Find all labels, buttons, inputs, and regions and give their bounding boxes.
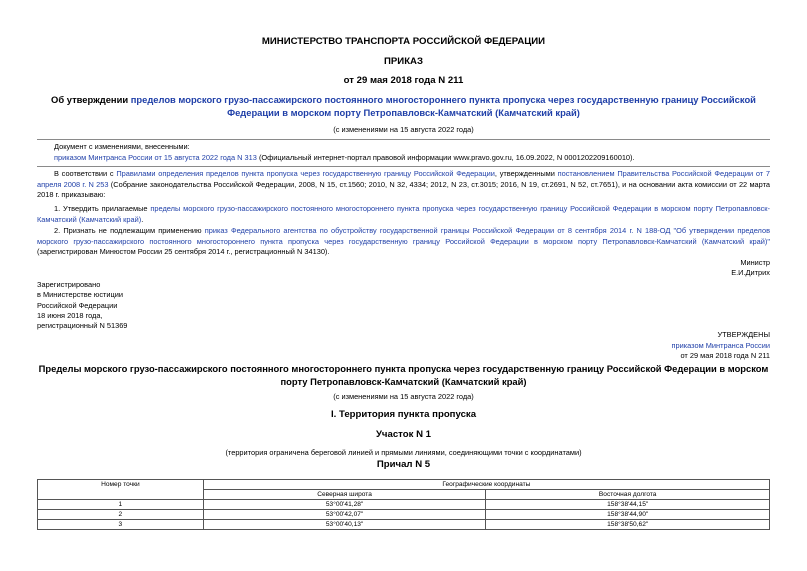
table-header-row [38,480,770,490]
signature-name: Е.И.Дитрих [731,268,770,277]
section-heading: I. Территория пункта пропуска [330,409,477,420]
header-point-number: Номер точки [38,480,204,500]
cell-point: 3 [38,520,204,530]
preamble-text-b: , утвержденными [494,169,558,178]
cell-longitude: 158°38'50,62" [486,520,770,530]
doc-type-heading: ПРИКАЗ [384,56,423,67]
cell-latitude: 53°00'41,28" [203,500,486,510]
table-row [38,500,770,510]
registration-line: регистрационный N 51369 [37,321,128,331]
paragraph-item-2 [37,226,770,258]
cell-latitude: 53°00'42,07" [203,510,486,520]
header-geo-coordinates: Географические координаты [203,480,769,490]
coordinates-table [37,479,770,530]
appendix-title: Пределы морского грузо-пассажирского постоянного многостороннего пункта пропуска через государственную границу Российской Федерации в морском порту Петропавловск-Камчатский (Камчатский край) [38,363,769,387]
plot-note: (территория ограничена береговой линией и прямыми линиями, соединяющими точки с координатами) [225,448,582,457]
cell-point: 2 [38,510,204,520]
item-2-text: 2. Признать не подлежащим применению [54,226,205,235]
registration-line: в Министерстве юстиции [37,290,124,300]
limits-link[interactable]: пределы морского грузо-пассажирского постоянного многостороннего пункта пропуска через государственную границу Российской Федерации в морском порту Петропавловск-Камчатский (Камчатский край) [37,204,770,224]
rules-link[interactable]: Правилами определения пределов пункта пропуска через государственную границу Российской Федерации [116,169,495,178]
title-link[interactable]: пределов морского грузо-пассажирского постоянного многостороннего пункта пропуска через государственную границу Российской Федерации в морском порту Петропавловск-Камчатский (Камчатский край) [130,94,756,118]
item-1-text: 1. Утвердить прилагаемые [54,204,151,213]
approved-label: УТВЕРЖДЕНЫ [717,330,770,339]
government-decree-link[interactable]: постановлением Правительства Российской Федерации от 7 апреля 2008 г. N 253 [37,169,770,189]
divider-top [37,139,770,140]
changes-link[interactable]: приказом Минтранса России от 15 августа 2022 года N 313 [54,153,257,162]
plot-heading: Участок N 1 [375,429,432,440]
amended-note: (с изменениями на 15 августа 2022 года) [333,125,474,134]
changes-rest: (Официальный интернет-портал правовой информации www.pravo.gov.ru, 16.09.2022, N 0001202209160010). [256,153,635,162]
header-longitude: Восточная долгота [486,490,770,500]
paragraph-item-1 [37,204,770,225]
item-1-end: . [141,214,144,224]
cell-latitude: 53°00'40,13" [203,520,486,530]
registration-line: 18 июня 2018 года, [37,310,103,320]
paragraph-preamble [37,169,770,201]
rescinded-order-link[interactable]: приказ Федерального агентства по обустройству государственной границы Российской Федерации от 8 сентября 2014 г. N 188-ОД "Об утверждении пределов морского грузо-пассажирского постоянного многостороннего пункта пропуска через государственную границу Российской Федерации в морском порту Петропавловск-Камчатский (Камчатский край)" [37,226,770,246]
registration-line: Российской Федерации [37,300,118,310]
appendix-amended-note: (с изменениями на 15 августа 2022 года) [333,392,474,401]
document-title [36,94,771,119]
berth-heading: Причал N 5 [376,459,431,470]
cell-longitude: 158°38'44,90" [486,510,770,520]
changes-label: Документ с изменениями, внесенными: [54,142,190,151]
title-prefix: Об утверждении [51,94,131,105]
table-row [38,520,770,530]
approval-date: от 29 мая 2018 года N 211 [680,351,770,360]
ministry-heading: МИНИСТЕРСТВО ТРАНСПОРТА РОССИЙСКОЙ ФЕДЕРАЦИИ [261,36,546,47]
divider-bottom [37,166,770,167]
table-row [38,510,770,520]
header-latitude: Северная широта [203,490,486,500]
item-2-end: (зарегистрирован Минюстом России 25 сентября 2014 г., регистрационный N 34130). [37,247,330,256]
registration-block [37,280,237,331]
cell-point: 1 [38,500,204,510]
cell-longitude: 158°38'44,15" [486,500,770,510]
approval-order-link[interactable]: приказом Минтранса России [671,340,770,350]
preamble-text-c: (Собрание законодательства Российской Федерации, 2008, N 15, ст.1560; 2010, N 32, 4334; 2012, N 23, ст.3015; 2016, N 19, ст.2691, N 52, ст.7651), и на основании акта комиссии от 22 марта 2018 г. приказываю: [37,179,770,199]
approval-block [672,330,771,362]
changes-line [54,153,770,164]
date-number-heading: от 29 мая 2018 года N 211 [343,75,464,86]
preamble-text-a: В соответствии с [54,169,117,178]
signature-position: Министр [740,258,770,267]
registration-line: Зарегистрировано [37,280,101,289]
